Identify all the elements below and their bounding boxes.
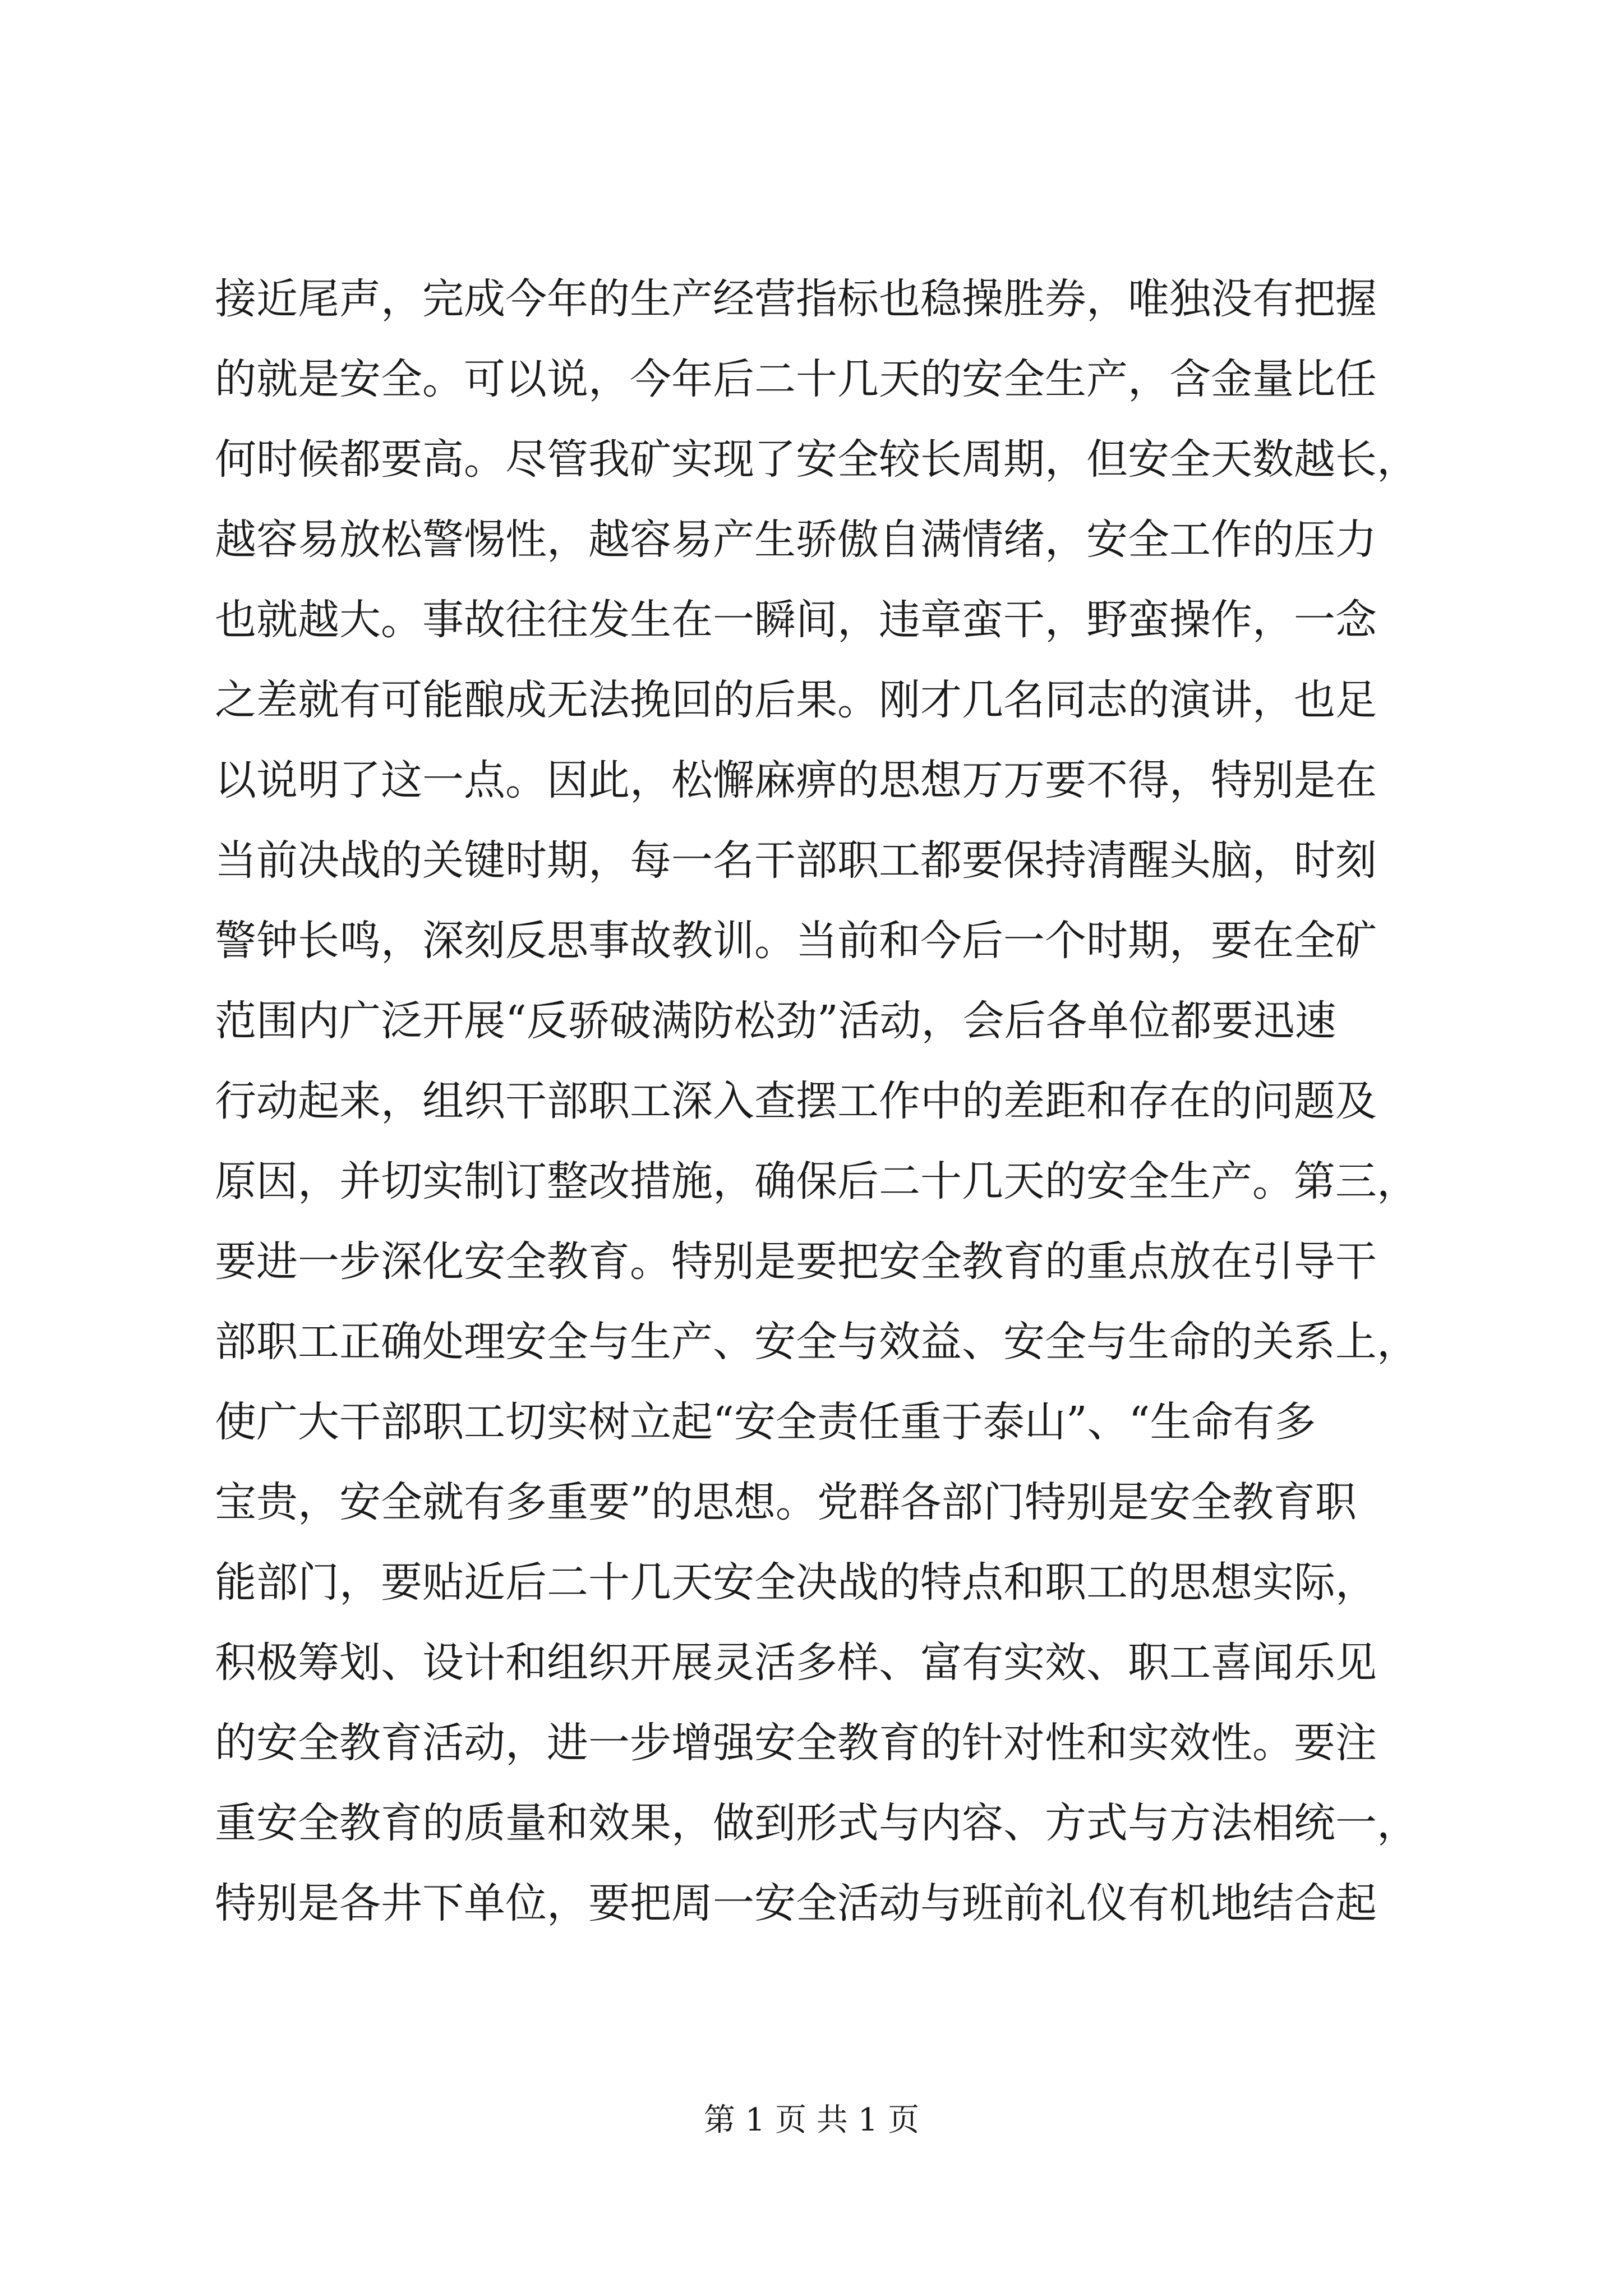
body-text	[215, 259, 1421, 1944]
text-line: 积极筹划、设计和组织开展灵活多样、富有实效、职工喜闻乐见	[215, 1639, 1377, 1687]
text-line: 接近尾声，完成今年的生产经营指标也稳操胜券，唯独没有把握	[215, 275, 1377, 323]
text-line: 使广大干部职工切实树立起“安全责任重于泰山”、“生命有多	[215, 1398, 1316, 1446]
text-line: 范围内广泛开展“反骄破满防松劲”活动，会后各单位都要迅速	[215, 997, 1336, 1045]
text-line: 的就是安全。可以说，今年后二十几天的安全生产，含金量比任	[215, 355, 1377, 403]
text-line: 以说明了这一点。因此，松懈麻痹的思想万万要不得，特别是在	[215, 756, 1377, 804]
text-line: 警钟长鸣，深刻反思事故教训。当前和今后一个时期，要在全矿	[215, 917, 1377, 965]
text-line: 何时候都要高。尽管我矿实现了安全较长周期，但安全天数越长，	[215, 435, 1418, 484]
text-line: 之差就有可能酿成无法挽回的后果。刚才几名同志的演讲，也足	[215, 676, 1377, 724]
text-line: 宝贵，安全就有多重要”的思想。党群各部门特别是安全教育职	[215, 1478, 1357, 1526]
text-line: 也就越大。事故往往发生在一瞬间，违章蛮干，野蛮操作，一念	[215, 596, 1377, 644]
text-line: 的安全教育活动，进一步增强安全教育的针对性和实效性。要注	[215, 1719, 1377, 1767]
text-line: 能部门，要贴近后二十几天安全决战的特点和职工的思想实际，	[215, 1558, 1377, 1607]
text-line: 部职工正确处理安全与生产、安全与效益、安全与生命的关系上，	[215, 1318, 1418, 1366]
text-line: 原因，并切实制订整改措施，确保后二十几天的安全生产。第三，	[215, 1157, 1418, 1205]
text-line: 要进一步深化安全教育。特别是要把安全教育的重点放在引导干	[215, 1237, 1377, 1286]
page-footer	[0, 2098, 1623, 2143]
text-line: 行动起来，组织干部职工深入查摆工作中的差距和存在的问题及	[215, 1077, 1377, 1125]
text-line: 当前决战的关键时期，每一名干部职工都要保持清醒头脑，时刻	[215, 836, 1377, 885]
page-number-label: 第 1 页 共 1 页	[703, 2102, 920, 2138]
text-line: 特别是各井下单位，要把周一安全活动与班前礼仪有机地结合起	[215, 1879, 1377, 1927]
text-line: 越容易放松警惕性，越容易产生骄傲自满情绪，安全工作的压力	[215, 516, 1377, 564]
text-line: 重安全教育的质量和效果，做到形式与内容、方式与方法相统一，	[215, 1799, 1418, 1847]
